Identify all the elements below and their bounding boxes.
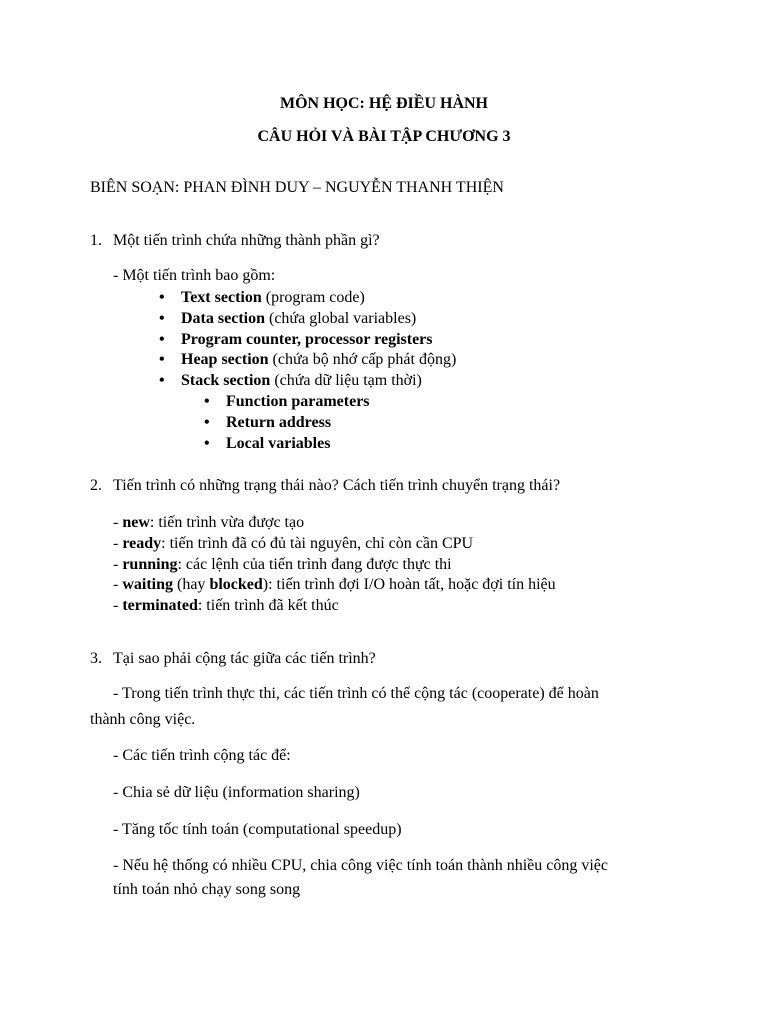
- item-description: (chứa dữ liệu tạm thời): [270, 372, 422, 389]
- bullet: •: [204, 414, 210, 431]
- question-3-text: Tại sao phải cộng tác giữa các tiến trình?: [113, 650, 376, 667]
- chapter-title: CÂU HỎI VÀ BÀI TẬP CHƯƠNG 3: [257, 128, 511, 145]
- bullet: •: [159, 289, 165, 306]
- item-term: Data section: [181, 310, 265, 327]
- sub-item-text: Local variables: [226, 435, 331, 452]
- list-item: [113, 534, 473, 554]
- item-term: Program counter, processor registers: [181, 331, 433, 348]
- paragraph: - Trong tiến trình thực thi, các tiến trình có thể cộng tác (cooperate) để hoàn: [113, 685, 599, 702]
- list-item: [113, 513, 304, 533]
- state-name: ready: [122, 535, 162, 552]
- bullet: •: [204, 435, 210, 452]
- state-description: : tiến trình vừa được tạo: [149, 514, 305, 531]
- bullet: •: [159, 372, 165, 389]
- state-description: : các lệnh của tiến trình đang được thực thi: [177, 556, 452, 573]
- paragraph: - Nếu hệ thống có nhiều CPU, chia công việc tính toán thành nhiều công việc: [113, 857, 608, 874]
- dash: -: [113, 597, 123, 614]
- item-description: (chứa bộ nhớ cấp phát động): [268, 351, 457, 368]
- state-description: : tiến trình đã kết thúc: [197, 597, 339, 614]
- item-description: (program code): [261, 289, 365, 306]
- state-name: terminated: [122, 597, 198, 614]
- paragraph: - Các tiến trình cộng tác để:: [113, 747, 291, 764]
- dash: -: [113, 535, 123, 552]
- question-1-number: 1.: [90, 232, 102, 249]
- list-item: [113, 555, 452, 575]
- state-alias: blocked: [209, 576, 263, 593]
- question-2-number: 2.: [90, 477, 102, 494]
- bullet: •: [159, 310, 165, 327]
- question-1-intro: - Một tiến trình bao gồm:: [113, 267, 276, 284]
- sub-item-text: Function parameters: [226, 393, 370, 410]
- state-name: new: [122, 514, 150, 531]
- sub-item-text: Return address: [226, 414, 332, 431]
- dash: -: [113, 514, 123, 531]
- item-term: Heap section: [181, 351, 269, 368]
- list-item: [113, 596, 339, 616]
- paragraph-continuation: tính toán nhỏ chạy song song: [113, 881, 301, 898]
- state-name: running: [122, 556, 178, 573]
- author-line: BIÊN SOẠN: PHAN ĐÌNH DUY – NGUYỄN THANH THIỆN: [90, 179, 504, 196]
- question-2-text: Tiến trình có những trạng thái nào? Cách tiến trình chuyển trạng thái?: [113, 477, 561, 494]
- state-name: waiting: [122, 576, 173, 593]
- bullet: •: [159, 351, 165, 368]
- item-term: Stack section: [181, 372, 271, 389]
- dash: -: [113, 576, 123, 593]
- state-description: ): tiến trình đợi I/O hoàn tất, hoặc đợi tín hiệu: [262, 576, 556, 593]
- question-1-text: Một tiến trình chứa những thành phần gì?: [113, 232, 380, 249]
- course-title: MÔN HỌC: HỆ ĐIỀU HÀNH: [280, 95, 488, 112]
- state-alias-prefix: (hay: [173, 576, 210, 593]
- paragraph-continuation: thành công việc.: [90, 711, 196, 728]
- list-item: [113, 575, 556, 595]
- item-description: (chứa global variables): [264, 310, 417, 327]
- item-term: Text section: [181, 289, 262, 306]
- dash: -: [113, 556, 123, 573]
- bullet: •: [204, 393, 210, 410]
- question-3-number: 3.: [90, 650, 102, 667]
- paragraph: - Chia sẻ dữ liệu (information sharing): [113, 784, 360, 801]
- bullet: •: [159, 331, 165, 348]
- paragraph: - Tăng tốc tính toán (computational speedup): [113, 821, 402, 838]
- state-description: : tiến trình đã có đủ tài nguyên, chỉ còn cần CPU: [161, 535, 474, 552]
